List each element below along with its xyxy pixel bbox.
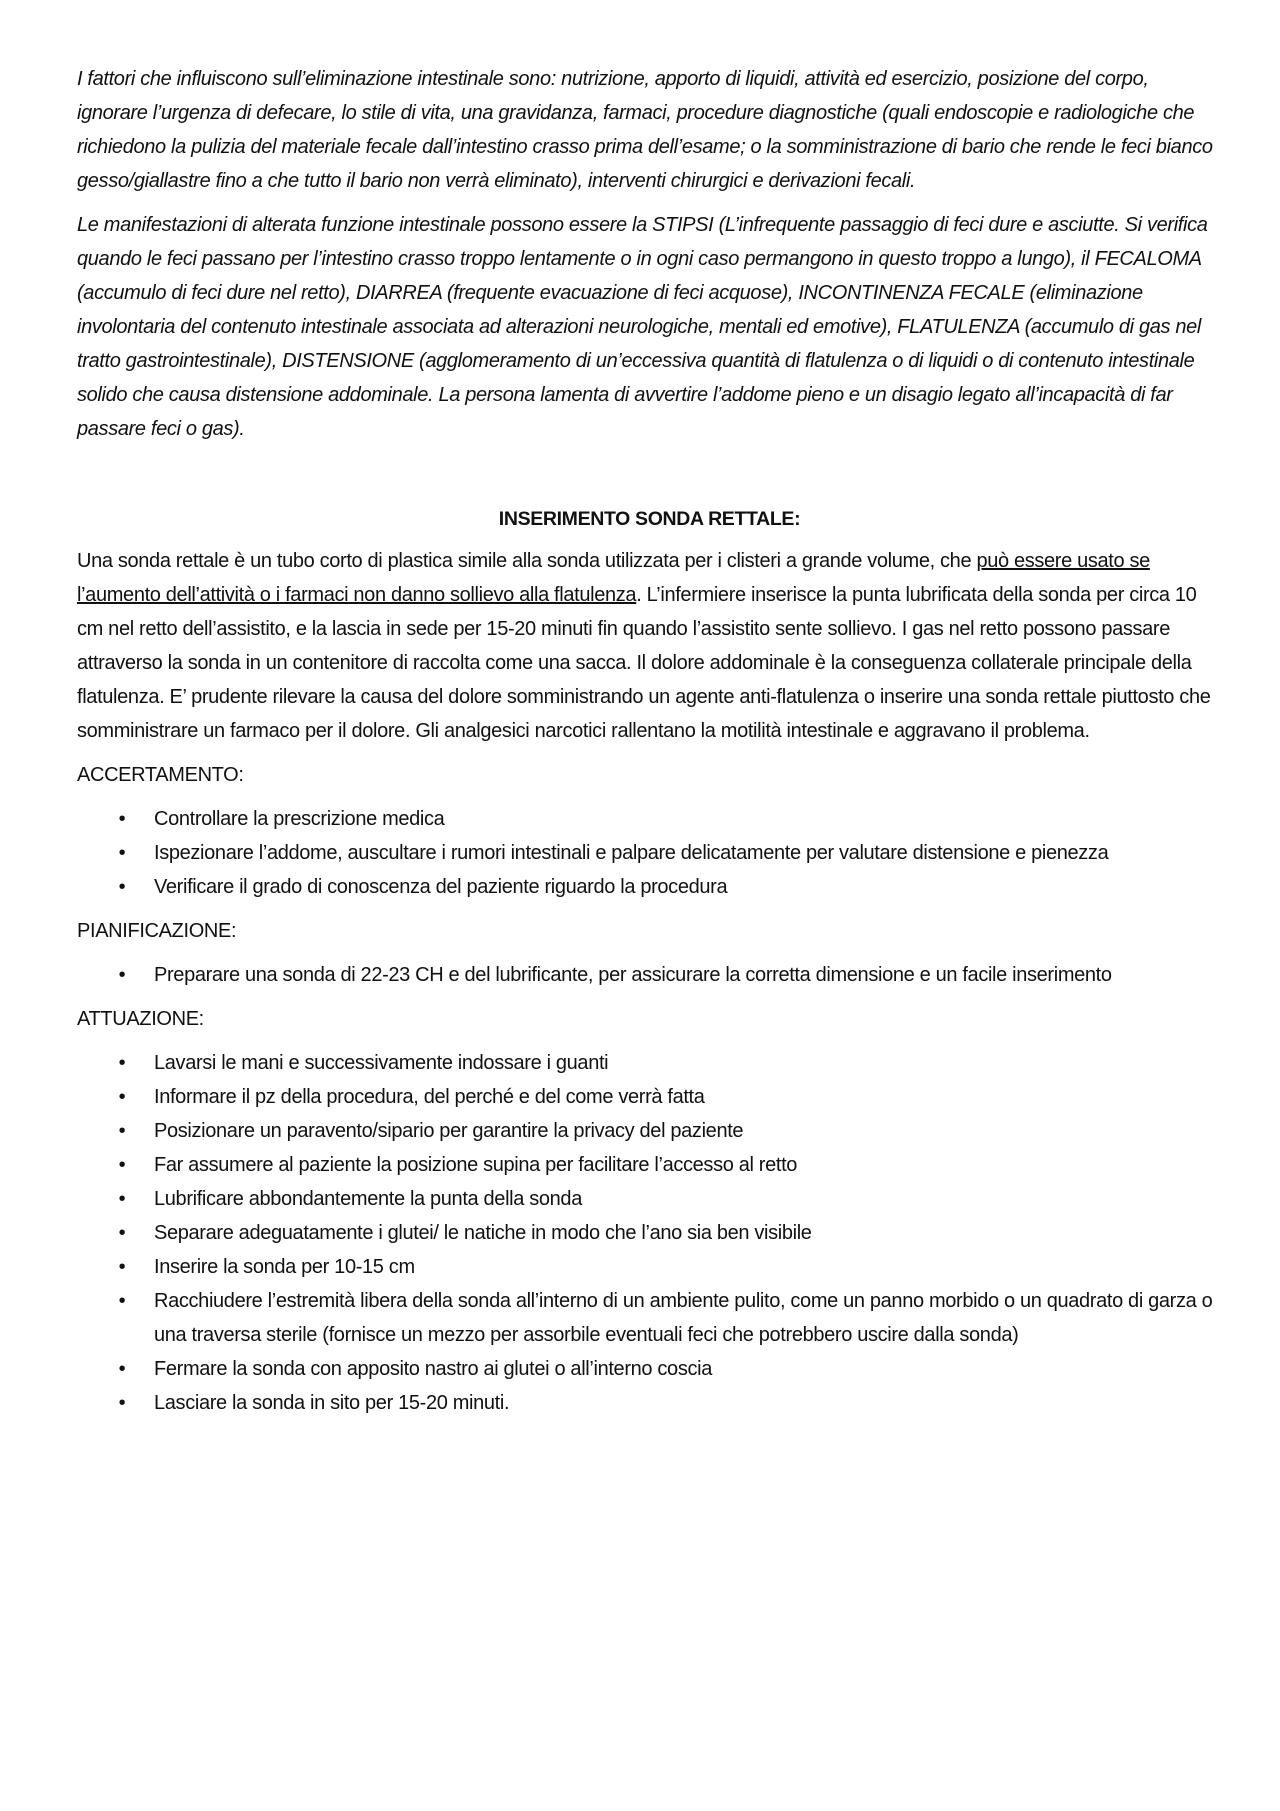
list-item-text: Posizionare un paravento/sipario per garantire la privacy del paziente [154,1120,744,1142]
list-item-text: Preparare una sonda di 22-23 CH e del lubrificante, per assicurare la corretta dimensione e un facile inserimento [154,964,1112,986]
pianificazione-list [77,958,1222,992]
bullet-icon: • [118,1392,126,1414]
bullet-icon: • [118,1256,126,1278]
bullet-icon: • [118,1290,126,1312]
bullet-icon: • [118,842,126,864]
list-item [77,1250,1222,1284]
paragraph-text-after: . L’infermiere inserisce la punta lubrificata della sonda per circa 10 cm nel retto dell’assistito, e la lascia in sede per 15-20 minuti fin quando l’assistito sente sollievo. I gas nel retto possono passare attraverso la sonda in un contenitore di raccolta come una sacca. Il dolore addominale è la conseguenza collaterale principale della flatulenza. E’ prudente rilevare la causa del dolore somministrando un agente anti-flatulenza o inserire una sonda rettale piuttosto che somministrare un farmaco per il dolore. Gli analgesici narcotici rallentano la motilità intestinale e aggravano il problema. [77,584,1211,742]
list-item [77,1182,1222,1216]
list-item [77,1046,1222,1080]
underlined-text: può essere usato se l’aumento dell’attività o i farmaci non danno sollievo alla flatulenza [77,550,1150,606]
bullet-icon: • [118,1154,126,1176]
section-heading: INSERIMENTO SONDA RETTALE: [498,508,801,530]
list-item-text: Separare adeguatamente i glutei/ le natiche in modo che l’ano sia ben visibile [154,1222,812,1244]
list-item-text: Informare il pz della procedura, del perché e del come verrà fatta [154,1086,705,1108]
bullet-icon: • [118,1052,126,1074]
list-item [77,802,1222,836]
list-item [77,1216,1222,1250]
accertamento-list [77,802,1222,904]
list-item [77,1114,1222,1148]
list-item [77,1148,1222,1182]
list-item [77,836,1222,870]
bullet-icon: • [118,876,126,898]
bullet-icon: • [118,1120,126,1142]
list-item-text: Lasciare la sonda in sito per 15-20 minuti. [154,1392,510,1414]
pianificazione-label: PIANIFICAZIONE: [77,920,237,942]
list-item-text: Fermare la sonda con apposito nastro ai glutei o all’interno coscia [154,1358,712,1380]
attuazione-list [77,1046,1222,1420]
list-item-text: Ispezionare l’addome, auscultare i rumori intestinali e palpare delicatamente per valutare distensione e pienezza [154,842,1109,864]
list-item-text: Lavarsi le mani e successivamente indossare i guanti [154,1052,609,1074]
list-item-text: Racchiudere l’estremità libera della sonda all’interno di un ambiente pulito, come un panno morbido o un quadrato di garza o una traversa sterile (fornisce un mezzo per assorbile eventuali feci che potrebbero uscire dalla sonda) [154,1290,1213,1346]
bullet-icon: • [118,1086,126,1108]
document-page [77,62,1222,1430]
list-item-text: Far assumere al paziente la posizione supina per facilitare l’accesso al retto [154,1154,798,1176]
paragraph-text-before: Una sonda rettale è un tubo corto di plastica simile alla sonda utilizzata per i clisteri a grande volume, che [77,550,977,572]
bullet-icon: • [118,1222,126,1244]
bullet-icon: • [118,1188,126,1210]
paragraph-manifestations: Le manifestazioni di alterata funzione intestinale possono essere la STIPSI (L’infrequente passaggio di feci dure e asciutte. Si verifica quando le feci passano per l’intestino crasso troppo lentamente o in ogni caso permangono in questo troppo a lungo), il FECALOMA (accumulo di feci dure nel retto), DIARREA (frequente evacuazione di feci acquose), INCONTINENZA FECALE (eliminazione involontaria del contenuto intestinale associata ad alterazioni neurologiche, mentali ed emotive), FLATULENZA (accumulo di gas nel tratto gastrointestinale), DISTENSIONE (agglomeramento di un’eccessiva quantità di flatulenza o di liquidi o di contenuto intestinale solido che causa distensione addominale. La persona lamenta di avvertire l’addome pieno e un disagio legato all’incapacità di far passare feci o gas). [77,214,1208,440]
paragraph-rectal-tube [77,544,1222,748]
bullet-icon: • [118,1358,126,1380]
list-item [77,1386,1222,1420]
bullet-icon: • [118,964,126,986]
paragraph-factors: I fattori che influiscono sull’eliminazione intestinale sono: nutrizione, apporto di liquidi, attività ed esercizio, posizione del corpo, ignorare l’urgenza di defecare, lo stile di vita, una gravidanza, farmaci, procedure diagnostiche (quali endoscopie e radiologiche che richiedono la pulizia del materiale fecale dall’intestino crasso prima dell’esame; o la somministrazione di bario che rende le feci bianco gesso/giallastre fino a che tutto il bario non verrà eliminato), interventi chirurgici e derivazioni fecali. [77,68,1213,192]
list-item [77,870,1222,904]
attuazione-label: ATTUAZIONE: [77,1008,204,1030]
accertamento-label: ACCERTAMENTO: [77,764,244,786]
list-item [77,958,1222,992]
list-item [77,1352,1222,1386]
list-item-text: Lubrificare abbondantemente la punta della sonda [154,1188,582,1210]
list-item-text: Controllare la prescrizione medica [154,808,445,830]
list-item [77,1284,1222,1352]
list-item-text: Verificare il grado di conoscenza del paziente riguardo la procedura [154,876,728,898]
bullet-icon: • [118,808,126,830]
list-item-text: Inserire la sonda per 10-15 cm [154,1256,415,1278]
list-item [77,1080,1222,1114]
